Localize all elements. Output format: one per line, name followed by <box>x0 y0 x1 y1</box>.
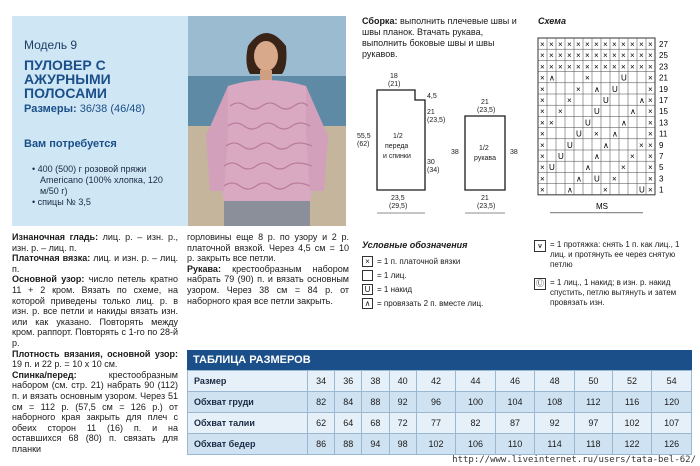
instruction-paragraph <box>12 253 178 274</box>
assembly-text <box>362 16 522 60</box>
chart-row-label: 27 <box>659 40 668 49</box>
instruction-heading: Платочная вязка: <box>12 253 91 264</box>
materials-title: Вам потребуется <box>24 138 117 150</box>
chart-symbol: × <box>540 129 545 139</box>
chart-symbol: ∧ <box>639 96 645 105</box>
chart-symbol: × <box>567 40 572 49</box>
chart-symbol: × <box>576 62 581 72</box>
chart-symbol: × <box>540 140 545 150</box>
chart-symbol: × <box>594 40 599 49</box>
table-cell: 84 <box>335 392 362 413</box>
table-cell: 44 <box>456 371 496 392</box>
chart-symbol: U <box>639 185 645 195</box>
table-cell: 106 <box>456 434 496 455</box>
chart-symbol: × <box>549 118 554 128</box>
instruction-paragraph <box>12 370 178 455</box>
dim-label: 21 <box>481 99 489 106</box>
chart-symbol: U <box>612 84 618 94</box>
chart-row-label: 25 <box>659 51 668 61</box>
pattern-label: и спинки <box>383 153 411 160</box>
chart-row-label: 11 <box>659 129 668 139</box>
instruction-text: 19 п. и 22 р. = 10 х 10 см. <box>12 359 118 370</box>
model-photo <box>188 16 346 226</box>
chart-row-label: 21 <box>659 73 668 83</box>
chart-symbol: × <box>540 96 545 105</box>
table-cell: 116 <box>612 392 652 413</box>
chart-symbol: U <box>549 163 555 173</box>
chart-symbol: × <box>540 62 545 72</box>
row-label: Обхват талии <box>188 413 308 434</box>
chart-symbol: × <box>648 62 653 72</box>
instruction-text: лиц. р. – изн. р., изн. р. – лиц. п. <box>12 232 178 253</box>
chart-symbol: × <box>540 84 545 94</box>
chart-symbol: × <box>630 62 635 72</box>
dim-label: (21) <box>388 81 401 88</box>
legend-text: = 1 лиц., 1 накид; в изн. р. накид спустить, петлю вытянуть и затем провязать изн. <box>550 278 677 307</box>
chart-symbol: × <box>603 40 608 49</box>
table-cell: 97 <box>574 413 612 434</box>
chart-symbol: × <box>594 51 599 61</box>
table-cell: 48 <box>535 371 575 392</box>
dim-label: 38 <box>451 149 459 156</box>
watermark-url: http://www.liveinternet.ru/users/tata-bel-62/ <box>452 455 696 465</box>
table-cell: 94 <box>362 434 389 455</box>
instruction-heading: Изнаночная гладь: <box>12 232 99 242</box>
chart-symbol: × <box>612 62 617 72</box>
legend-item <box>534 240 694 270</box>
chart-symbol: × <box>630 40 635 49</box>
table-cell: 122 <box>612 434 652 455</box>
table-cell: 40 <box>389 371 416 392</box>
dim-label: (23,5) <box>477 107 496 114</box>
chart-symbol: × <box>630 152 635 161</box>
chart-symbol: × <box>540 174 545 184</box>
chart-symbol: × <box>648 84 653 94</box>
chart-symbol: U <box>585 118 591 128</box>
instruction-text: крестообразным набором (см. стр. 21) набрать 90 (112) п. и вязать основным узором. Через 51 см = 112 р. (57,5 см = 126 р.) от наборного края закрыть для плеч с обеих сторон 11 (16) п. и на оставшихся 68 (80) п. связать для планки <box>12 369 178 454</box>
table-cell: 42 <box>416 371 456 392</box>
table-cell: 88 <box>362 392 389 413</box>
instruction-text: число петель кратно 11 + 2 кром. Вязать по схеме, на которой приведены только лиц. р. в изн. р. все петли и накиды вязать изн. или как указано. Повторять между кром. раппорт. Повторять с 1-го по 28-й р. <box>12 274 178 348</box>
table-cell: 82 <box>456 413 496 434</box>
chart-symbol: ∧ <box>576 174 582 184</box>
instruction-text: крестообразным набором набрать 79 (90) п. и вязать основным узором. Через 38 см = 84 р. от наборного края все петли закрыть. <box>187 263 349 306</box>
chart-symbol: × <box>630 51 635 61</box>
chart-symbol: × <box>585 40 590 49</box>
chart-row-label: 7 <box>659 152 664 161</box>
chart-symbol: × <box>648 129 653 139</box>
dim-label: 30 <box>427 159 435 166</box>
sleeve-outline <box>465 116 505 190</box>
table-cell: 108 <box>535 392 575 413</box>
chart-symbol: × <box>612 40 617 49</box>
chart-symbol: × <box>540 118 545 128</box>
pattern-label: 1/2 <box>479 145 489 152</box>
chart-symbol: ∧ <box>621 118 627 128</box>
legend-symbol: U <box>362 284 373 295</box>
table-cell: 92 <box>535 413 575 434</box>
chart-symbol: × <box>549 40 554 49</box>
table-cell: 62 <box>308 413 335 434</box>
table-row <box>188 413 692 434</box>
table-cell: 98 <box>389 434 416 455</box>
chart-symbol: ∧ <box>630 107 636 117</box>
dim-label: (23,5) <box>477 203 496 210</box>
assembly-heading: Сборка: <box>362 16 398 26</box>
table-cell: 34 <box>308 371 335 392</box>
chart-symbol: ∧ <box>612 129 618 139</box>
table-cell: 110 <box>495 434 535 455</box>
chart-symbol: ∧ <box>549 73 555 83</box>
chart-symbol: × <box>648 185 653 195</box>
materials-list <box>32 164 182 208</box>
table-cell: 87 <box>495 413 535 434</box>
chart-row-label: 19 <box>659 84 668 94</box>
table-cell: 107 <box>652 413 692 434</box>
chart-symbol: × <box>585 73 590 83</box>
chart-symbol: × <box>639 62 644 72</box>
table-cell: 120 <box>652 392 692 413</box>
chart-symbol: × <box>549 51 554 61</box>
front-back-outline <box>377 90 425 190</box>
dim-label: 21 <box>427 109 435 116</box>
legend-symbol: Ⓤ <box>536 279 544 288</box>
chart-symbol: × <box>576 84 581 94</box>
dim-label: 4,5 <box>427 93 437 100</box>
legend-symbol: ∧ <box>362 298 373 309</box>
sewing-pattern-diagram <box>355 70 535 220</box>
instruction-text: лиц. и изн. р. – лиц. п. <box>12 253 178 274</box>
row-label: Размер <box>188 371 308 392</box>
table-cell: 100 <box>456 392 496 413</box>
size-table-grid <box>187 370 692 455</box>
chart-symbol: × <box>648 118 653 128</box>
legend-symbol: ⩛ <box>534 240 546 252</box>
chart-symbol: × <box>558 107 563 117</box>
chart-symbol: × <box>639 40 644 49</box>
chart-row-label: 1 <box>659 185 664 195</box>
chart-symbol: × <box>567 96 572 105</box>
table-cell: 112 <box>574 392 612 413</box>
table-cell: 82 <box>308 392 335 413</box>
chart-symbol: × <box>576 51 581 61</box>
table-cell: 92 <box>389 392 416 413</box>
instruction-paragraph <box>12 274 178 348</box>
table-row <box>188 371 692 392</box>
dim-label: (34) <box>427 167 440 174</box>
chart-row-label: 17 <box>659 96 668 105</box>
chart-symbol: × <box>648 163 653 173</box>
model-number: Модель 9 <box>24 38 78 52</box>
chart-symbol: U <box>594 107 600 117</box>
dim-label: 38 <box>510 149 518 156</box>
pattern-label: рукава <box>474 155 496 162</box>
instruction-text: горловины еще 8 р. по узору и 2 р. платочной вязкой. Через 4,5 см = 10 р. закрыть все петли. <box>187 232 349 264</box>
table-cell: 126 <box>652 434 692 455</box>
table-cell: 64 <box>335 413 362 434</box>
dim-label: (29,5) <box>389 203 408 210</box>
chart-symbol: × <box>621 62 626 72</box>
size-table-title: ТАБЛИЦА РАЗМЕРОВ <box>187 350 692 370</box>
legend-text: = 1 протяжка: снять 1 п. как лиц., 1 лиц. и протянуть ее через снятую петлю <box>550 240 680 269</box>
chart-symbol: × <box>612 174 617 184</box>
material-item: • 400 (500) г розовой пряжи Americano (100% хлопка, 120 м/50 г) <box>32 164 163 196</box>
chart-symbol: U <box>558 152 564 161</box>
legend-text: = провязать 2 п. вместе лиц. <box>377 299 484 308</box>
material-item: • спицы № 3,5 <box>32 197 91 207</box>
chart-symbol: × <box>648 40 653 49</box>
table-cell: 86 <box>308 434 335 455</box>
chart-symbol: × <box>648 96 653 105</box>
chart-symbol: U <box>594 174 600 184</box>
chart-symbol: × <box>540 40 545 49</box>
chart-symbol: × <box>594 129 599 139</box>
table-cell: 96 <box>416 392 456 413</box>
chart-symbol: × <box>540 51 545 61</box>
chart-symbol: × <box>594 62 599 72</box>
table-cell: 72 <box>389 413 416 434</box>
table-row <box>188 434 692 455</box>
chart-row-label: 3 <box>659 174 664 184</box>
chart-symbol: × <box>540 73 545 83</box>
chart-symbol: × <box>612 51 617 61</box>
table-cell: 88 <box>335 434 362 455</box>
chart-symbol: × <box>540 152 545 161</box>
size-table <box>187 350 692 466</box>
chart-symbol: × <box>567 62 572 72</box>
instruction-paragraph <box>187 232 349 264</box>
dim-label: 55,5 <box>357 133 371 140</box>
chart-symbol: × <box>648 152 653 161</box>
chart-symbol: × <box>558 40 563 49</box>
chart-symbol: × <box>540 107 545 117</box>
instruction-paragraph <box>12 232 178 253</box>
instruction-paragraph <box>187 264 349 306</box>
instruction-paragraph <box>12 349 178 370</box>
chart-symbol: × <box>621 51 626 61</box>
instruction-heading: Спинка/перед: <box>12 369 77 380</box>
chart-row-label: 5 <box>659 163 664 173</box>
chart-symbol: × <box>648 174 653 184</box>
chart-symbol: × <box>639 140 644 150</box>
table-cell: 114 <box>535 434 575 455</box>
legend-item <box>362 284 412 295</box>
instructions-column-2 <box>187 232 349 306</box>
chart-symbol: × <box>603 51 608 61</box>
table-cell: 54 <box>652 371 692 392</box>
dim-label: 18 <box>390 73 398 80</box>
chart-symbol: U <box>576 129 582 139</box>
table-cell: 36 <box>335 371 362 392</box>
chart-symbol: × <box>621 40 626 49</box>
chart-symbol: × <box>558 62 563 72</box>
dim-label: (23,5) <box>427 117 446 124</box>
row-label: Обхват бедер <box>188 434 308 455</box>
table-cell: 104 <box>495 392 535 413</box>
chart-symbol: ∧ <box>594 152 600 161</box>
table-cell: 102 <box>416 434 456 455</box>
chart-symbol: × <box>540 185 545 195</box>
chart-symbol: × <box>621 163 626 173</box>
instructions-column-1 <box>12 232 178 454</box>
instruction-heading: Основной узор: <box>12 274 85 285</box>
table-cell: 118 <box>574 434 612 455</box>
chart-symbol: × <box>603 185 608 195</box>
sizes-label: Размеры: <box>24 103 77 115</box>
dim-label: (62) <box>357 141 370 148</box>
row-label: Обхват груди <box>188 392 308 413</box>
chart-symbol: U <box>621 73 627 83</box>
legend-text: = 1 лиц. <box>377 271 407 280</box>
assembly-body: выполнить плечевые швы и швы планок. Втачать рукава, выполнить боковые швы и швы рукавов. <box>362 16 517 59</box>
page-title: ПУЛОВЕР С АЖУРНЫМИ ПОЛОСАМИ <box>24 57 111 101</box>
sizes-value: 36/38 (46/48) <box>79 103 146 115</box>
chart-symbol: × <box>567 51 572 61</box>
legend-text: = 1 п. платочной вязки <box>377 257 461 266</box>
instruction-heading: Рукава: <box>187 263 221 274</box>
chart-symbol: × <box>648 140 653 150</box>
chart-symbol: × <box>585 51 590 61</box>
table-cell: 102 <box>612 413 652 434</box>
legend-item <box>362 270 407 281</box>
dim-label: 21 <box>481 195 489 202</box>
chart-row-label: 13 <box>659 118 668 128</box>
table-cell: 77 <box>416 413 456 434</box>
instruction-heading: Плотность вязания, основной узор: <box>12 348 178 359</box>
chart-symbol: U <box>603 96 609 105</box>
legend-symbol: × <box>362 256 373 267</box>
table-cell: 68 <box>362 413 389 434</box>
chart-symbol: ∧ <box>567 185 573 195</box>
chart-symbol: ∧ <box>603 140 609 150</box>
chart-symbol: ∧ <box>594 84 600 94</box>
chart-symbol: × <box>585 62 590 72</box>
table-cell: 46 <box>495 371 535 392</box>
legend-item <box>362 256 460 267</box>
chart-symbol: U <box>567 140 573 150</box>
pattern-label: переда <box>385 143 409 150</box>
legend-item <box>362 298 483 309</box>
chart-symbol: × <box>576 40 581 49</box>
chart-symbol: × <box>558 51 563 61</box>
chart-ms-label: MS <box>596 201 608 211</box>
chart-symbol: × <box>648 107 653 117</box>
chart-symbol: × <box>549 62 554 72</box>
legend-item <box>534 278 694 308</box>
legend-symbol <box>362 270 373 281</box>
table-cell: 38 <box>362 371 389 392</box>
chart-symbol: × <box>648 73 653 83</box>
table-cell: 50 <box>574 371 612 392</box>
legend-title: Условные обозначения <box>362 240 468 250</box>
legend-text: = 1 накид <box>377 285 413 294</box>
table-cell: 52 <box>612 371 652 392</box>
chart-symbol: × <box>639 51 644 61</box>
chart-symbol: ∧ <box>585 163 591 173</box>
chart-symbol: × <box>648 51 653 61</box>
sizes-line <box>24 103 145 115</box>
chart-row-label: 23 <box>659 62 668 72</box>
pattern-label: 1/2 <box>393 133 403 140</box>
scheme-title: Схема <box>538 16 566 26</box>
woman-in-pullover-image <box>188 16 346 226</box>
knitting-chart <box>536 36 696 216</box>
chart-row-label: 9 <box>659 140 664 150</box>
table-row <box>188 392 692 413</box>
chart-symbol: × <box>540 163 545 173</box>
chart-symbol: × <box>603 62 608 72</box>
chart-row-label: 15 <box>659 107 668 117</box>
dim-label: 23,5 <box>391 195 405 202</box>
